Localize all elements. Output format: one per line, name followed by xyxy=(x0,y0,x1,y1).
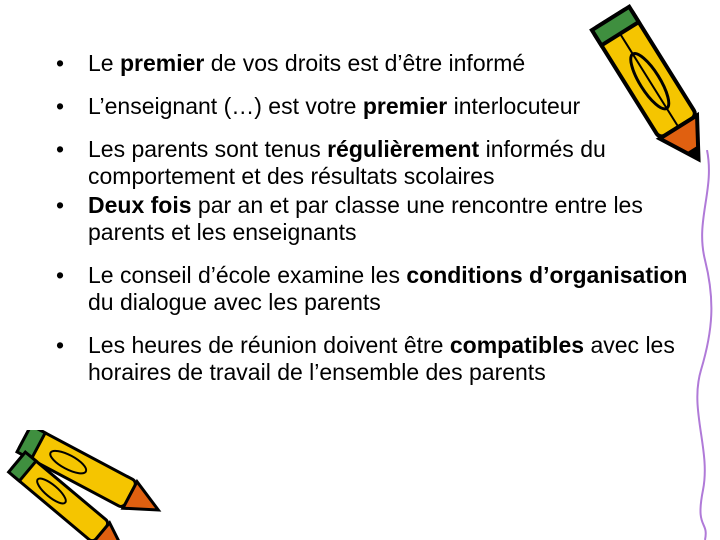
bullet-dot: • xyxy=(56,93,65,119)
bullet-text: du dialogue avec les parents xyxy=(88,289,381,315)
bullet-emphasis: compatibles xyxy=(449,332,585,358)
bullet-item xyxy=(56,332,696,386)
bullet-emphasis: Deux fois xyxy=(88,192,192,218)
bullet-emphasis: premier xyxy=(362,93,448,119)
bullet-emphasis: conditions d’organisation xyxy=(406,262,688,288)
bullet-text: informés du comportement et des résultats scolaires xyxy=(88,136,606,189)
bullet-item xyxy=(56,136,696,190)
bullet-item xyxy=(56,50,696,77)
bullet-emphasis: premier xyxy=(119,50,205,76)
bullet-text: Les parents sont tenus xyxy=(88,136,328,162)
bullet-dot: • xyxy=(56,332,65,358)
bullet-list xyxy=(56,50,696,402)
bullet-text: par an et par classe une rencontre entre les parents et les enseignants xyxy=(88,192,643,245)
bullet-text: L’enseignant (…) est votre xyxy=(88,93,363,119)
bullet-text: Les heures de réunion doivent être xyxy=(88,332,450,358)
bullet-text: Le conseil d’école examine les xyxy=(88,262,407,288)
bullet-item xyxy=(56,262,696,316)
bullet-dot: • xyxy=(56,192,65,218)
bullet-text: avec les horaires de travail de l’ensemble des parents xyxy=(88,332,675,385)
bullet-dot: • xyxy=(56,50,65,76)
bullet-text: de vos droits est d’être informé xyxy=(204,50,526,76)
bullet-dot: • xyxy=(56,136,65,162)
bullet-text: interlocuteur xyxy=(447,93,581,119)
bullet-text: Le xyxy=(88,50,120,76)
bullet-item xyxy=(56,93,696,120)
bullet-dot: • xyxy=(56,262,65,288)
pencils-icon xyxy=(0,430,180,540)
bullet-emphasis: régulièrement xyxy=(327,136,480,162)
bullet-item xyxy=(56,192,696,246)
